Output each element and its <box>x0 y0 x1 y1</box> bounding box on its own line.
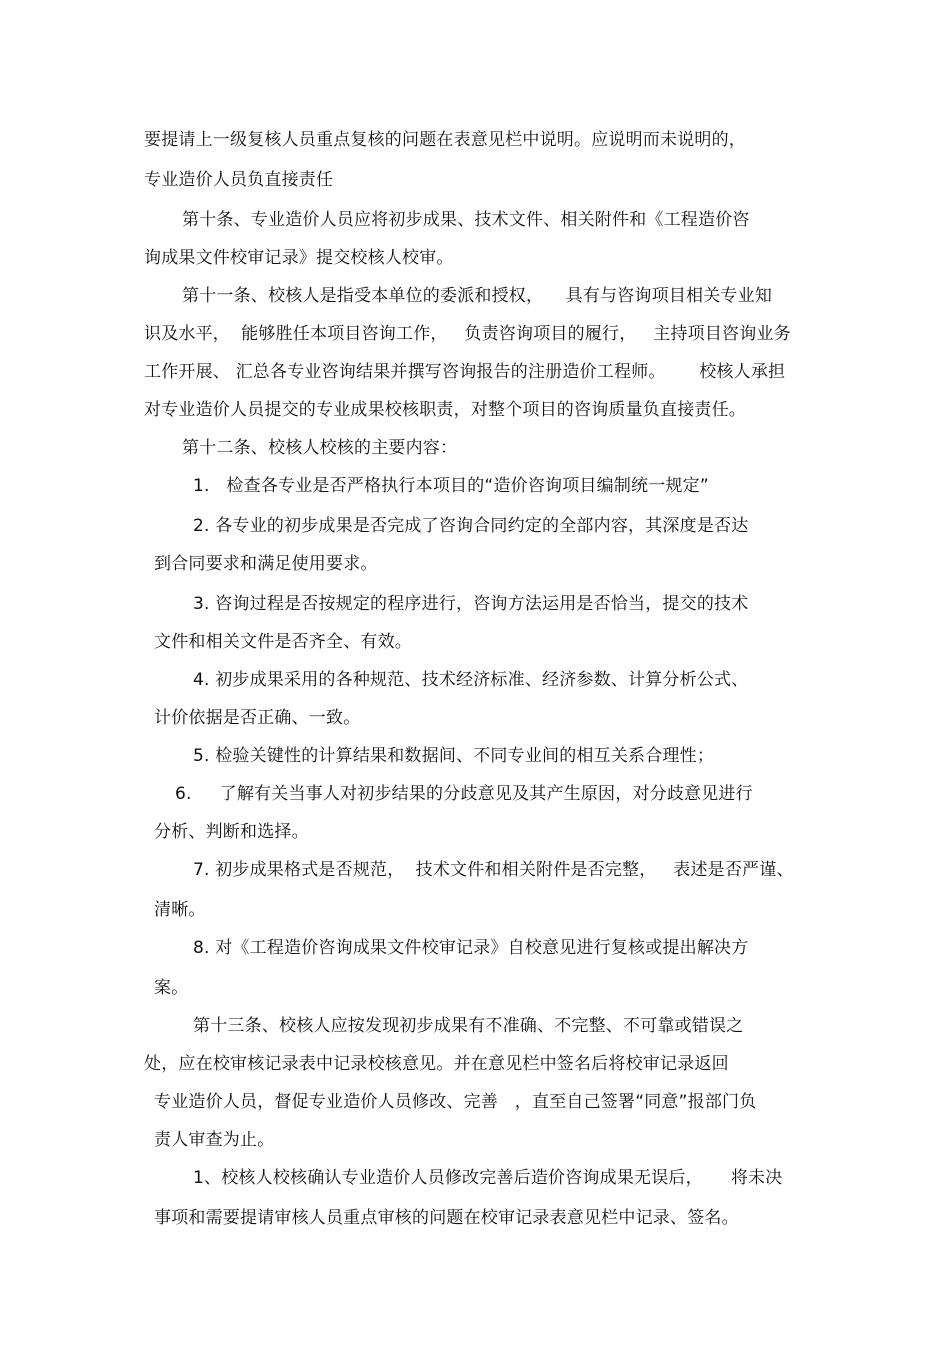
item-7-line: 7. 初步成果格式是否规范， 技术文件和相关附件是否完整， 表述是否严谨、 <box>193 860 794 880</box>
item-5-line: 5. 检验关键性的计算结果和数据间、不同专业间的相互关系合理性； <box>193 746 715 766</box>
item-6-line: 6. 了解有关当事人对初步结果的分歧意见及其产生原因，对分歧意见进行 <box>175 784 753 804</box>
article-11-line: 第十一条、校核人是指受本单位的委派和授权， 具有与咨询项目相关专业知 <box>182 286 773 306</box>
item-3-line: 3. 咨询过程是否按规定的程序进行，咨询方法运用是否恰当，提交的技术 <box>193 594 749 614</box>
text-line: 文件和相关文件是否齐全、有效。 <box>154 632 412 652</box>
article-10-line: 第十条、专业造价人员应将初步成果、技术文件、相关附件和《工程造价咨 <box>182 210 750 230</box>
text-line: 工作开展、 汇总各专业咨询结果并撰写咨询报告的注册造价工程师。 校核人承担 <box>144 362 786 382</box>
text-line: 事项和需要提请审核人员重点审核的问题在校审记录表意见栏中记录、签名。 <box>154 1208 739 1228</box>
text-line: 案。 <box>154 978 189 998</box>
text-line: 对专业造价人员提交的专业成果校核职责，对整个项目的咨询质量负直接责任。 <box>144 400 746 420</box>
item-1-line: 1. 检查各专业是否严格执行本项目的“造价咨询项目编制统一规定” <box>193 476 709 496</box>
item-2-line: 2. 各专业的初步成果是否完成了咨询合同约定的全部内容，其深度是否达 <box>193 516 749 536</box>
text-line: 计价依据是否正确、一致。 <box>154 708 361 728</box>
sub-item-1-line: 1、校核人校核确认专业造价人员修改完善后造价咨询成果无误后， 将未决 <box>193 1168 783 1188</box>
text-line: 专业造价人员，督促专业造价人员修改、完善 ，直至自己签署“同意”报部门负 <box>154 1092 757 1112</box>
text-line: 处，应在校审核记录表中记录校核意见。并在意见栏中签名后将校审记录返回 <box>144 1054 729 1074</box>
item-4-line: 4. 初步成果采用的各种规范、技术经济标准、经济参数、计算分析公式、 <box>193 670 749 690</box>
text-line: 分析、判断和选择。 <box>154 822 309 842</box>
text-line: 专业造价人员负直接责任 <box>144 170 334 190</box>
text-line: 询成果文件校审记录》提交校核人校审。 <box>144 248 454 268</box>
text-line: 责人审查为止。 <box>154 1130 275 1150</box>
article-12-line: 第十二条、校核人校核的主要内容： <box>182 438 458 458</box>
article-13-line: 第十三条、校核人应按发现初步成果有不准确、不完整、不可靠或错误之 <box>193 1016 744 1036</box>
text-line: 清晰。 <box>154 900 206 920</box>
text-line: 到合同要求和满足使用要求。 <box>154 554 378 574</box>
item-8-line: 8. 对《工程造价咨询成果文件校审记录》自校意见进行复核或提出解决方 <box>193 938 749 958</box>
text-line: 识及水平， 能够胜任本项目咨询工作， 负责咨询项目的履行， 主持项目咨询业务 <box>144 324 791 344</box>
text-line: 要提请上一级复核人员重点复核的问题在表意见栏中说明。应说明而未说明的， <box>144 130 746 150</box>
